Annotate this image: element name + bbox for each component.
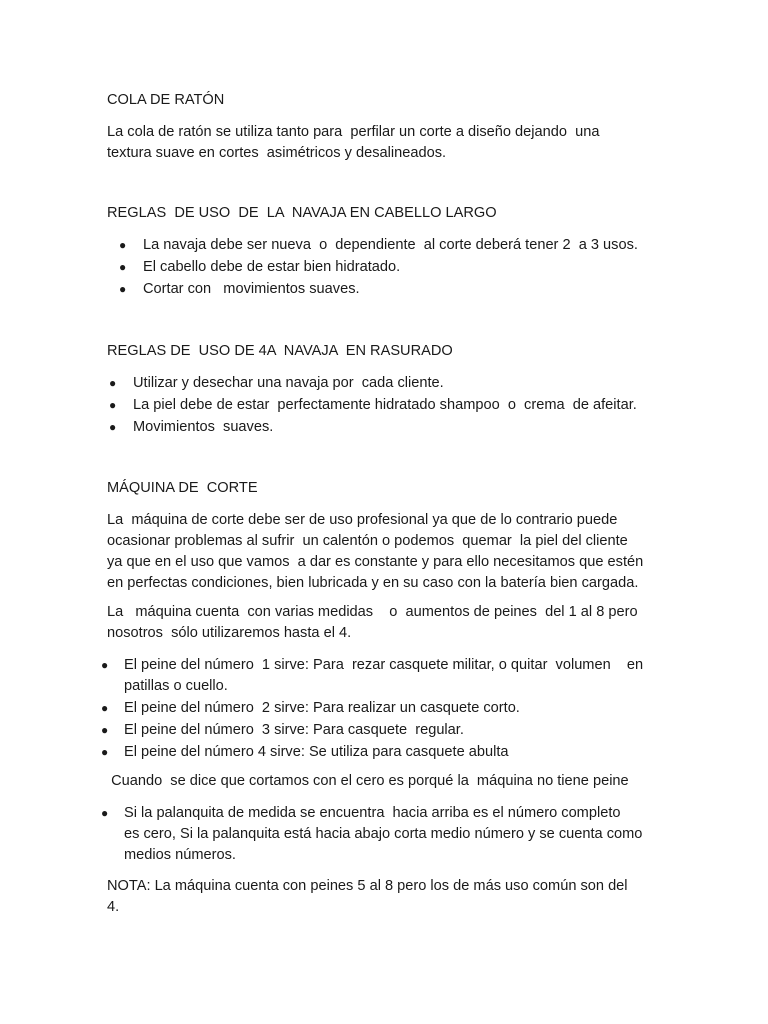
list-item: ● Cortar con movimientos suaves. (143, 279, 683, 300)
list-item: ● Utilizar y desechar una navaja por cada cliente. (133, 373, 673, 394)
list-peines (101, 655, 669, 763)
heading-maquina-de-corte: MÁQUINA DE CORTE (107, 480, 258, 496)
heading-cola-de-raton: COLA DE RATÓN (107, 92, 225, 108)
list-item: ● Si la palanquita de medida se encuentra hacia arriba es el número completo es cero, Si la palanquita está hacia abajo corta medio número y se cuenta como medios números. (101, 805, 643, 863)
paragraph-maquina-medidas: La máquina cuenta con varias medidas o aumentos de peines del 1 al 8 pero nosotros sólo utilizaremos hasta el 4. (107, 604, 638, 641)
list-item: ● El peine del número 4 sirve: Se utiliza para casquete abulta (124, 742, 669, 763)
bullet-icon: ● (109, 420, 117, 434)
list-item: ● Movimientos suaves. (133, 417, 673, 438)
bullet-icon: ● (109, 376, 117, 390)
bullet-icon: ● (101, 658, 109, 672)
heading-reglas-rasurado: REGLAS DE USO DE 4A NAVAJA EN RASURADO (107, 343, 453, 359)
bullet-icon: ● (119, 260, 127, 274)
list-item: ● El peine del número 2 sirve: Para realizar un casquete corto. (124, 698, 669, 719)
list-item: ● El cabello debe de estar bien hidratado. (143, 257, 683, 278)
bullet-icon: ● (119, 238, 127, 252)
paragraph-cola-de-raton: La cola de ratón se utiliza tanto para perfilar un corte a diseño dejando una textura suave en cortes asimétricos y desalineados. (107, 124, 600, 161)
list-item: ● El peine del número 1 sirve: Para rezar casquete militar, o quitar volumen en patillas o cuello. (101, 657, 644, 694)
list-palanquita (101, 803, 669, 866)
bullet-icon: ● (109, 398, 117, 412)
list-item: ● La piel debe de estar perfectamente hidratado shampoo o crema de afeitar. (133, 395, 673, 416)
paragraph-maquina-uso: La máquina de corte debe ser de uso profesional ya que de lo contrario puede ocasionar problemas al sufrir un calentón o podemos quemar la piel del cliente ya que en el uso que vamos a dar es constante y para ello necesitamos que estén en perfectas condiciones, bien lubricada y en su caso con la batería bien cargada. (107, 512, 644, 591)
list-reglas-cabello-largo (119, 235, 683, 300)
list-reglas-rasurado (109, 373, 673, 438)
bullet-icon: ● (101, 723, 109, 737)
bullet-icon: ● (101, 745, 109, 759)
bullet-icon: ● (119, 282, 127, 296)
bullet-icon: ● (101, 806, 109, 820)
heading-reglas-cabello-largo: REGLAS DE USO DE LA NAVAJA EN CABELLO LARGO (107, 205, 497, 221)
list-item: ● La navaja debe ser nueva o dependiente al corte deberá tener 2 a 3 usos. (143, 235, 683, 256)
paragraph-cero: Cuando se dice que cortamos con el cero es porqué la máquina no tiene peine (107, 773, 629, 789)
bullet-icon: ● (101, 701, 109, 715)
paragraph-nota: NOTA: La máquina cuenta con peines 5 al 8 pero los de más uso común son del 4. (107, 878, 628, 915)
list-item: ● El peine del número 3 sirve: Para casquete regular. (124, 720, 669, 741)
